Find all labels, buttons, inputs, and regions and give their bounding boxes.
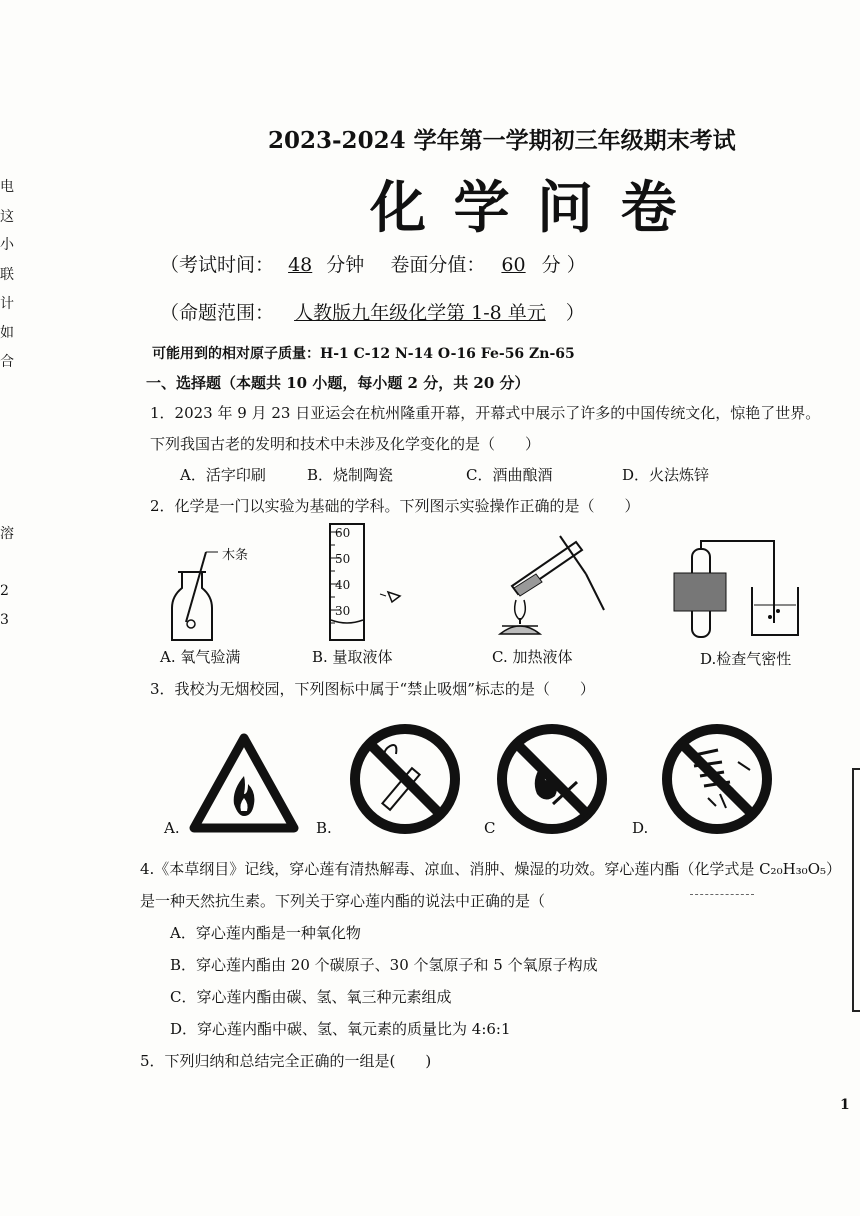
score-suffix: 分 ） <box>541 254 586 276</box>
q3-label-c: C <box>484 819 496 837</box>
scope-suffix: ） <box>565 302 585 324</box>
q2-caption-a: A. 氧气验满 <box>160 648 241 666</box>
cylinder-tick-40: 40 <box>335 578 351 592</box>
margin-fragment: 这 <box>0 209 14 225</box>
q2-stem: 2．化学是一门以实验为基础的学科。下列图示实验操作正确的是（ ） <box>150 497 640 515</box>
no-open-flame-icon <box>495 722 609 836</box>
q4-option-a: A．穿心莲内酯是一种氧化物 <box>170 924 361 942</box>
q1-stem-line1: 1．2023 年 9 月 23 日亚运会在杭州隆重开幕，开幕式中展示了许多的中国传统文化，惊艳了世界。 <box>150 404 821 422</box>
margin-fragment: 2 <box>0 583 9 599</box>
margin-fragment: 合 <box>0 354 14 370</box>
section-heading: 一、选择题（本题共 10 小题，每小题 2 分，共 20 分） <box>146 374 530 392</box>
heating-liquid-illustration <box>490 530 620 645</box>
q1-option-a: A．活字印刷 <box>180 466 266 484</box>
q2-caption-b: B. 量取液体 <box>312 648 393 666</box>
q1-option-b: B．烧制陶瓷 <box>307 466 394 484</box>
margin-fragment: 小 <box>0 237 14 253</box>
exam-time-line <box>160 250 586 277</box>
score-value: 60 <box>501 254 526 276</box>
scope-prefix: （命题范围： <box>160 302 275 324</box>
cylinder-tick-60: 60 <box>335 526 351 540</box>
scope-value: 人教版九年级化学第 1-8 单元 <box>294 302 546 324</box>
time-prefix: （考试时间： <box>160 254 275 276</box>
q1-option-c: C．酒曲酿酒 <box>466 466 553 484</box>
q5-stem: 5．下列归纳和总结完全正确的一组是( ) <box>140 1052 432 1070</box>
q1-option-d: D．火法炼锌 <box>622 466 710 484</box>
q2-caption-d: D.检查气密性 <box>700 650 792 668</box>
q4-option-c: C．穿心莲内酯由碳、氢、氧三种元素组成 <box>170 988 452 1006</box>
scan-artifact <box>690 894 754 895</box>
exam-title: 2023-2024 学年第一学期初三年级期末考试 <box>268 127 736 154</box>
q3-label-b: B. <box>316 819 332 837</box>
q1-stem-line2: 下列我国古老的发明和技术中未涉及化学变化的是（ ） <box>150 435 541 453</box>
cylinder-tick-30: 30 <box>335 604 351 618</box>
q3-label-a: A. <box>164 819 180 837</box>
no-fireworks-icon <box>660 722 774 836</box>
edge-box-remnant <box>852 768 860 1012</box>
margin-fragment: 如 <box>0 325 14 341</box>
atomic-masses: 可能用到的相对原子质量：H-1 C-12 N-14 O-16 Fe-56 Zn-65 <box>152 346 575 362</box>
q4-stem-line1: 4.《本草纲目》记线，穿心莲有清热解毒、凉血、消肿、燥湿的功效。穿心莲内酯（化学式是 C₂₀H₃₀O₅） <box>140 860 842 878</box>
q2-caption-c: C. 加热液体 <box>492 648 573 666</box>
paper-title: 化 学 问 卷 <box>370 175 681 241</box>
page-number: 1 <box>840 1097 850 1113</box>
q4-option-d: D．穿心莲内酯中碳、氢、氧元素的质量比为 4:6:1 <box>170 1020 511 1038</box>
margin-fragment: 电 <box>0 179 14 195</box>
scope-line <box>160 298 585 325</box>
time-unit: 分钟 <box>326 254 365 276</box>
margin-fragment: 3 <box>0 612 9 628</box>
q3-stem: 3．我校为无烟校园，下列图标中属于“禁止吸烟”标志的是（ ） <box>150 680 595 698</box>
airtightness-check-illustration <box>670 535 820 645</box>
wood-strip-label: 木条 <box>222 548 249 563</box>
margin-fragment: 溶 <box>0 526 14 542</box>
no-smoking-icon <box>348 722 462 836</box>
score-prefix: 卷面分值： <box>390 254 486 276</box>
margin-fragment: 联 <box>0 267 14 283</box>
q4-stem-line2: 是一种天然抗生素。下列关于穿心莲内酯的说法中正确的是（ <box>140 892 546 910</box>
q3-label-d: D. <box>632 819 649 837</box>
time-value: 48 <box>288 254 313 276</box>
margin-fragment: 计 <box>0 296 14 312</box>
q4-option-b: B．穿心莲内酯由 20 个碳原子、30 个氢原子和 5 个氧原子构成 <box>170 956 598 974</box>
cylinder-tick-50: 50 <box>335 552 351 566</box>
flammable-warning-icon <box>188 732 300 832</box>
